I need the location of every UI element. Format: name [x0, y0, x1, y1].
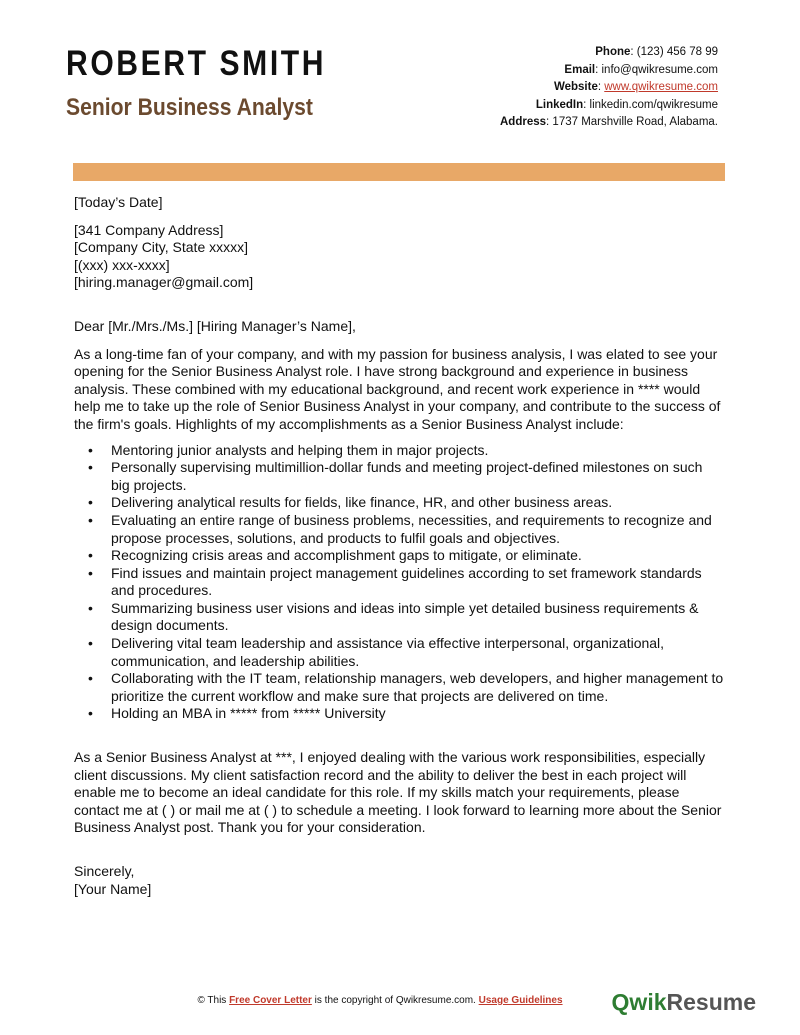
intro-paragraph: As a long-time fan of your company, and with my passion for business analysis, I was elated to see your opening for the Senior Business Analyst role. I have strong background and experience in business analysis. These combined with my educational background, and recent work experience in **** would help me to take up the role of Senior Business Analyst in your company, and contribute to the success of the firm's goals. Highlights of my accomplishments as a Senior Business Analyst include:: [74, 345, 721, 432]
signature-name: [Your Name]: [74, 880, 152, 897]
contact-email: [500, 62, 718, 80]
contact-email-label: Email: [564, 63, 596, 76]
copyright-prefix: © This: [197, 995, 230, 1006]
address-line: [hiring.manager@gmail.com]: [74, 274, 254, 291]
contact-linkedin-value: : linkedin.com/qwikresume: [583, 98, 718, 111]
list-item: • Holding an MBA in ***** from ***** University: [88, 705, 386, 722]
salutation: Dear [Mr./Mrs./Ms.] [Hiring Manager’s Name],: [74, 317, 356, 334]
list-item: • Recognizing crisis areas and accomplishment gaps to mitigate, or eliminate.: [88, 547, 582, 564]
contact-phone: [500, 44, 718, 62]
signoff: Sincerely,: [74, 863, 135, 879]
free-cover-letter-link[interactable]: Free Cover Letter: [229, 995, 312, 1006]
applicant-title: Senior Business Analyst: [66, 94, 313, 121]
website-link[interactable]: www.qwikresume.com: [604, 81, 718, 93]
recipient-address: [74, 222, 724, 292]
address-line: [341 Company Address]: [74, 221, 224, 238]
contact-phone-value: : (123) 456 78 99: [630, 46, 718, 58]
list-item: • Evaluating an entire range of business problems, necessities, and requirements to recognize and propose processes, solutions, and products to fulfil goals and objectives.: [88, 511, 712, 546]
bullet-icon: •: [88, 670, 93, 687]
closing-paragraph: As a Senior Business Analyst at ***, I enjoyed dealing with the various work responsibilities, especially client discussions. My client satisfaction record and the ability to deliver the best in each project will enable me to become an ideal candidate for this role. If my skills match your requirements, please contact me at ( ) or mail me at ( ) to schedule a meeting. I look forward to learning more about the Senior Business Analyst post. Thank you for your consideration.: [74, 749, 722, 836]
address-line: [(xxx) xxx-xxxx]: [74, 256, 170, 273]
list-item: • Delivering vital team leadership and assistance via effective interpersonal, organizational, communication, and leadership abilities.: [88, 635, 665, 669]
list-item: • Mentoring junior analysts and helping them in major projects.: [88, 441, 489, 458]
usage-guidelines-link[interactable]: Usage Guidelines: [478, 995, 563, 1006]
accent-divider: [73, 163, 725, 181]
bullet-icon: •: [88, 459, 93, 476]
contact-linkedin-label: LinkedIn: [535, 98, 584, 111]
contact-address-label: Address: [500, 116, 547, 128]
bullet-icon: •: [88, 599, 93, 616]
applicant-name: ROBERT SMITH: [66, 44, 327, 83]
contact-address-value: : 1737 Marshville Road, Alabama.: [546, 116, 718, 128]
list-item: • Delivering analytical results for fields, like finance, HR, and other business areas.: [88, 494, 613, 511]
accomplishment-list: [74, 442, 724, 724]
letter-date: [Today’s Date]: [74, 194, 163, 210]
contact-address: [500, 114, 718, 132]
bullet-icon: •: [88, 441, 93, 458]
logo-part-resume: Resume: [666, 989, 756, 1015]
bullet-icon: •: [88, 494, 93, 511]
contact-website-label: Website: [553, 81, 598, 93]
letter-body: [74, 194, 724, 898]
contact-linkedin: [500, 97, 718, 115]
bullet-icon: •: [88, 547, 93, 564]
contact-phone-label: Phone: [595, 46, 631, 58]
list-item: • Personally supervising multimillion-dollar funds and meeting project-defined milestones on such big projects.: [88, 459, 703, 493]
address-line: [Company City, State xxxxx]: [74, 239, 249, 256]
list-item: • Collaborating with the IT team, relationship managers, web developers, and higher management to prioritize the current workflow and make sure that projects are delivered on time.: [88, 670, 724, 704]
bullet-icon: •: [88, 564, 93, 581]
bullet-icon: •: [88, 511, 93, 528]
bullet-icon: •: [88, 705, 93, 722]
contact-email-value: : info@qwikresume.com: [595, 63, 718, 76]
contact-website: [500, 79, 718, 97]
copyright-middle: is the copyright of Qwikresume.com.: [311, 995, 479, 1006]
bullet-icon: •: [88, 635, 93, 652]
qwikresume-logo[interactable]: [612, 989, 756, 1016]
logo-part-qwik: Qwik: [611, 989, 667, 1015]
contact-website-sep: :: [597, 81, 605, 93]
letter-header: [0, 0, 800, 160]
contact-block: [500, 44, 718, 132]
list-item: • Summarizing business user visions and ideas into simple yet detailed business requirements & design documents.: [88, 599, 699, 634]
list-item: • Find issues and maintain project management guidelines according to set framework standards and procedures.: [88, 564, 702, 599]
